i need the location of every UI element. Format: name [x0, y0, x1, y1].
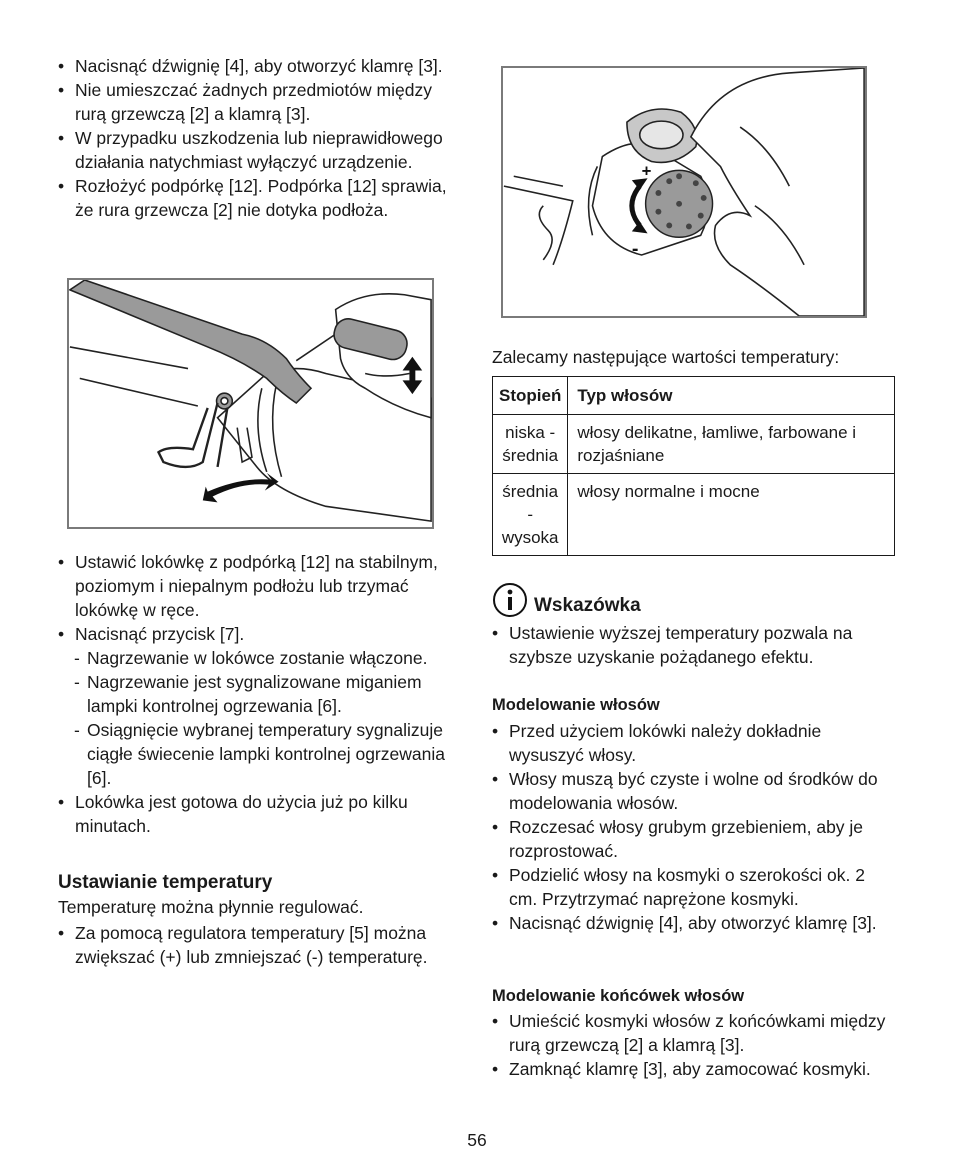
note-list: [492, 621, 897, 669]
list-item: • Lokówka jest gotowa do użycia już po kilku minutach.: [58, 790, 460, 838]
list-item: • Włosy muszą być czyste i wolne od środków do modelowania włosów.: [492, 767, 897, 815]
temperature-intro: Temperaturę można płynnie regulować.: [58, 897, 364, 917]
sub-list-item: - Nagrzewanie w lokówce zostanie włączone.: [58, 646, 460, 670]
list-item: • Ustawić lokówkę z podpórką [12] na stabilnym, poziomym i niepalnym podłożu lub trzymać lokówkę w ręce.: [58, 550, 460, 622]
table-header: Typ włosów: [568, 377, 895, 415]
info-icon: [492, 582, 528, 618]
usage-section: [58, 550, 460, 838]
sub-list-item: - Nagrzewanie jest sygnalizowane miganiem lampki kontrolnej ogrzewania [6].: [58, 670, 460, 718]
temperature-table: [492, 376, 895, 556]
table-row: [493, 474, 895, 556]
table-header: Stopień: [493, 377, 568, 415]
tips-heading: Modelowanie końcówek włosów: [492, 987, 745, 1005]
table-cell: włosy delikatne, łamliwe, farbowane i rozjaśniane: [568, 415, 895, 474]
page-number: 56: [467, 1130, 487, 1150]
table-cell: niska - średnia: [493, 415, 568, 474]
note-heading: Wskazówka: [534, 595, 641, 616]
bullet-list-top: [58, 54, 460, 222]
list-item: • Przed użyciem lokówki należy dokładnie wysuszyć włosy.: [492, 719, 897, 767]
temperature-heading: Ustawianie temperatury: [58, 872, 273, 893]
list-item: • Podzielić włosy na kosmyki o szerokości ok. 2 cm. Przytrzymać naprężone kosmyki.: [492, 863, 897, 911]
table-intro: Zalecamy następujące wartości temperatury:: [492, 347, 840, 367]
styling-heading: Modelowanie włosów: [492, 696, 660, 714]
plus-label: +: [641, 161, 652, 181]
tips-list: [492, 1009, 897, 1081]
temperature-list: [58, 921, 458, 969]
table-cell: średnia - wysoka: [493, 474, 568, 556]
curling-iron-stand-drawing: [69, 280, 432, 527]
table-row: [493, 415, 895, 474]
temperature-dial-illustration: [501, 66, 867, 318]
list-item: • Rozłożyć podpórkę [12]. Podpórka [12] sprawia, że rura grzewcza [2] nie dotyka podłoża.: [58, 174, 460, 222]
list-item: • Zamknąć klamrę [3], aby zamocować kosmyki.: [492, 1057, 897, 1081]
list-item: • Umieścić kosmyki włosów z końcówkami między rurą grzewczą [2] a klamrą [3].: [492, 1009, 897, 1057]
temperature-dial-drawing: [503, 68, 865, 316]
list-item: • Nacisnąć dźwignię [4], aby otworzyć klamrę [3].: [492, 911, 897, 935]
styling-list: [492, 719, 897, 935]
temperature-dial: [646, 170, 713, 237]
table-cell: włosy normalne i mocne: [568, 474, 895, 556]
list-item: • Nie umieszczać żadnych przedmiotów między rurą grzewczą [2] a klamrą [3].: [58, 78, 460, 126]
list-item: • Ustawienie wyższej temperatury pozwala na szybsze uzyskanie pożądanego efektu.: [492, 621, 897, 669]
minus-label: -: [631, 237, 639, 260]
list-item: • Nacisnąć przycisk [7].: [58, 622, 460, 646]
note-header: [492, 582, 641, 618]
list-item: • Za pomocą regulatora temperatury [5] można zwiększać (+) lub zmniejszać (-) temperaturę.: [58, 921, 458, 969]
stand-illustration: [67, 278, 434, 529]
table-header-row: [493, 377, 895, 415]
list-item: • Nacisnąć dźwignię [4], aby otworzyć klamrę [3].: [58, 54, 460, 78]
list-item: • Rozczesać włosy grubym grzebieniem, aby je rozprostować.: [492, 815, 897, 863]
list-item: • W przypadku uszkodzenia lub nieprawidłowego działania natychmiast wyłączyć urządzenie.: [58, 126, 460, 174]
sub-list-item: - Osiągnięcie wybranej temperatury sygnalizuje ciągłe świecenie lampki kontrolnej ogrzewania [6].: [58, 718, 460, 790]
